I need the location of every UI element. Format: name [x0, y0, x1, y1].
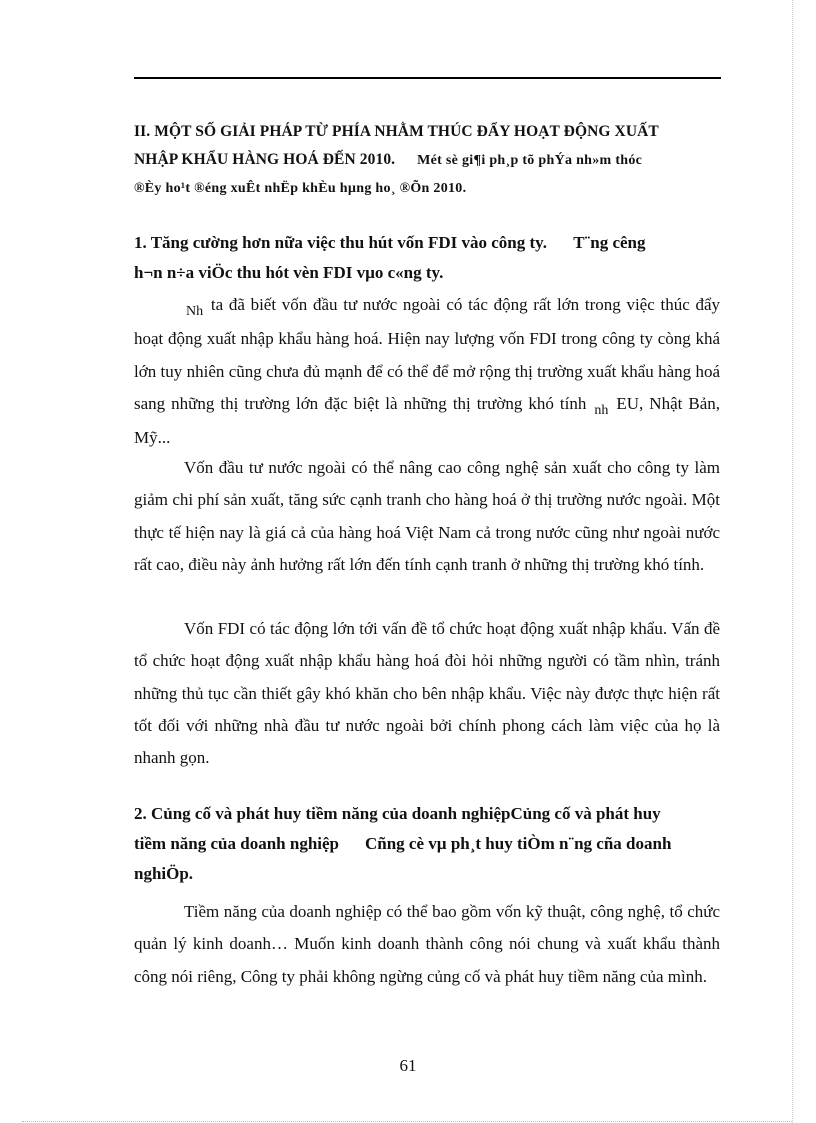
paragraph-1-text: ta đã biết vốn đầu tư nước ngoài có tác động rất lớn trong việc thúc đẩy hoạt động xuất nhập khẩu hàng hoá. Hiện nay lượng vốn FDI trong công ty còng khá lớn tuy nhiên cũng chưa đủ mạnh để có thể để mở rộng thị trường xuất khẩu hàng hoá sang những thị trường lớn đặc biệt là những thị trường khó tính — [134, 295, 721, 413]
header-rule — [134, 77, 721, 79]
paragraph-1 — [134, 289, 720, 454]
paragraph-1-nh: Nh — [186, 304, 204, 319]
paragraph-1-nh2: nh — [594, 402, 609, 418]
section-2-title-garble: Cñng cè vµ ph¸t huy tiÒm n¨ng cña doanh nghiÖp. — [134, 834, 672, 883]
section-1-heading — [134, 228, 720, 288]
paragraph-4: Tiềm năng của doanh nghiệp có thể bao gồm vốn kỹ thuật, công nghệ, tổ chức quản lý kinh doanh… Muốn kinh doanh thành công nói chung và xuất khẩu thành công nói riêng, Công ty phải không ngừng củng cố và phát huy tiềm năng của mình. — [134, 902, 720, 986]
page-number: 61 — [399, 1056, 417, 1075]
section-1-title-garble-b: h¬n n÷a viÖc thu hót vèn FDI vµo c«ng ty. — [134, 263, 444, 282]
heading-ii-line1: II. MỘT SỐ GIẢI PHÁP TỪ PHÍA NHẰM THÚC ĐẨY HOẠT ĐỘNG XUẤT — [134, 123, 659, 140]
section-2-title: 2. Củng cố và phát huy tiềm năng của doanh nghiệpCủng cố và phát huy tiềm năng của doanh nghiệp — [134, 804, 661, 853]
page-right-border — [792, 0, 793, 1123]
section-1-heading-line1 — [134, 228, 720, 258]
section-1-title: 1. Tăng cường hơn nữa việc thu hút vốn FDI vào công ty. — [134, 233, 547, 252]
paragraph-1-end: EU, Nhật Bản, Mỹ... — [134, 393, 720, 448]
heading-ii-line2 — [134, 146, 720, 175]
section-1-title-garble-a: T¨ng cêng — [573, 233, 646, 252]
heading-ii-line3: ®Èy ho¹t ®éng xuÊt nhËp khÈu hµng ho¸ ®Õn 2010. — [134, 181, 467, 196]
paragraph-2: Vốn đầu tư nước ngoài có thể nâng cao công nghệ sản xuất cho công ty làm giảm chi phí sản xuất, tăng sức cạnh tranh cho hàng hoá ở thị trường nước ngoài. Một thực tế hiện nay là giá cả của hàng hoá Việt Nam cả trong nước cũng như ngoài nước rất cao, điều này ảnh hưởng rất lớn đến tính cạnh tranh ở những thị trường khó tính. — [134, 458, 720, 574]
paragraph-3: Vốn FDI có tác động lớn tới vấn đề tổ chức hoạt động xuất nhập khẩu. Vấn đề tổ chức hoạt động xuất nhập khẩu hàng hoá đòi hỏi những người có tầm nhìn, tránh những thủ tục cần thiết gây khó khăn cho bên nhập khẩu. Việc này được thực hiện rất tốt đối với những nhà đầu tư nước ngoài bởi chính phong cách làm việc của họ là nhanh gọn. — [134, 619, 720, 768]
section-2-heading — [134, 799, 720, 889]
page-bottom-border — [22, 1121, 792, 1122]
heading-ii-line2-garble: Mét sè gi¶i ph¸p tõ phÝa nh»m thóc — [417, 153, 643, 168]
heading-ii — [134, 118, 720, 203]
heading-ii-line2-main: NHẬP KHẨU HÀNG HOÁ ĐẾN 2010. — [134, 151, 396, 168]
section-2-heading-text — [134, 799, 694, 889]
